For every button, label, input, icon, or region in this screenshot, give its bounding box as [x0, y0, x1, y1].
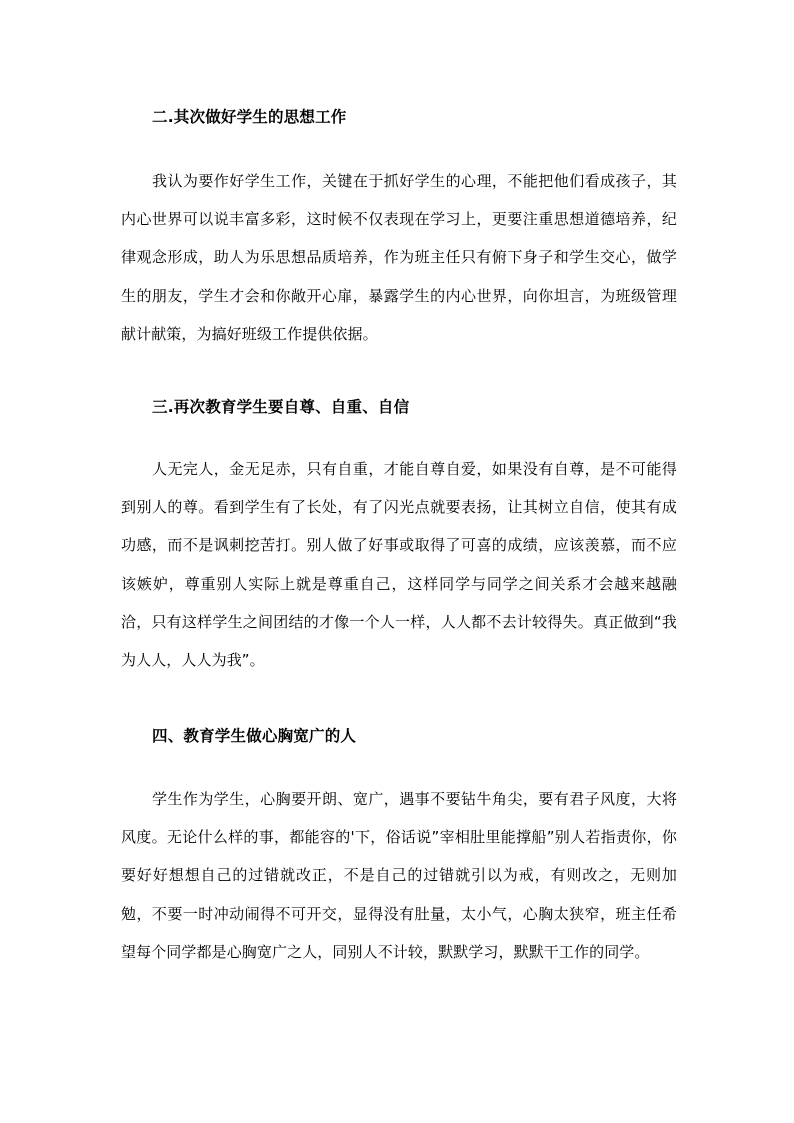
section-body-4: 学生作为学生，心胸要开朗、宽广，遇事不要钻牛角尖，要有君子风度，大将风度。无论什么样的事，都能容的'下，俗话说”宰相肚里能撑船”别人若指责你，你要好好想想自己的过错就改正，不是自己的过错就引以为戒，有则改之，无则加勉，不要一时冲动闹得不可开交，显得没有肚量，太小气，心胸太狭窄，班主任希望每个同学都是心胸宽广之人，同别人不计较，默默学习，默默干工作的同学。 — [121, 790, 677, 961]
section-body-3: 人无完人，金无足赤，只有自重，才能自尊自爱，如果没有自尊，是不可能得到别人的尊。看到学生有了长处，有了闪光点就要表扬，让其树立自信，使其有成功感，而不是讽刺挖苦打。别人做了好事或取得了可喜的成绩，应该羡慕，而不应该嫉妒，尊重别人实际上就是尊重自己，这样同学与同学之间关系才会越来越融洽，只有这样学生之间团结的才像一个人一样，人人都不去计较得失。真正做到“我为人人，人人为我”。 — [121, 460, 677, 670]
section-heading-3: 三.再次教育学生要自尊、自重、自信 — [152, 398, 410, 416]
section-heading-4: 四、教育学生做心胸宽广的人 — [152, 727, 357, 745]
section-heading-2: 二.其次做好学生的思想工作 — [152, 108, 347, 126]
section-body-2: 我认为要作好学生工作，关键在于抓好学生的心理，不能把他们看成孩子，其内心世界可以说丰富多彩，这时候不仅表现在学习上，更要注重思想道德培养，纪律观念形成，助人为乐思想品质培养，作为班主任只有俯下身子和学生交心，做学生的朋友，学生才会和你敞开心扉，暴露学生的内心世界，向你坦言，为班级管理献计献策，为搞好班级工作提供依据。 — [121, 172, 677, 343]
